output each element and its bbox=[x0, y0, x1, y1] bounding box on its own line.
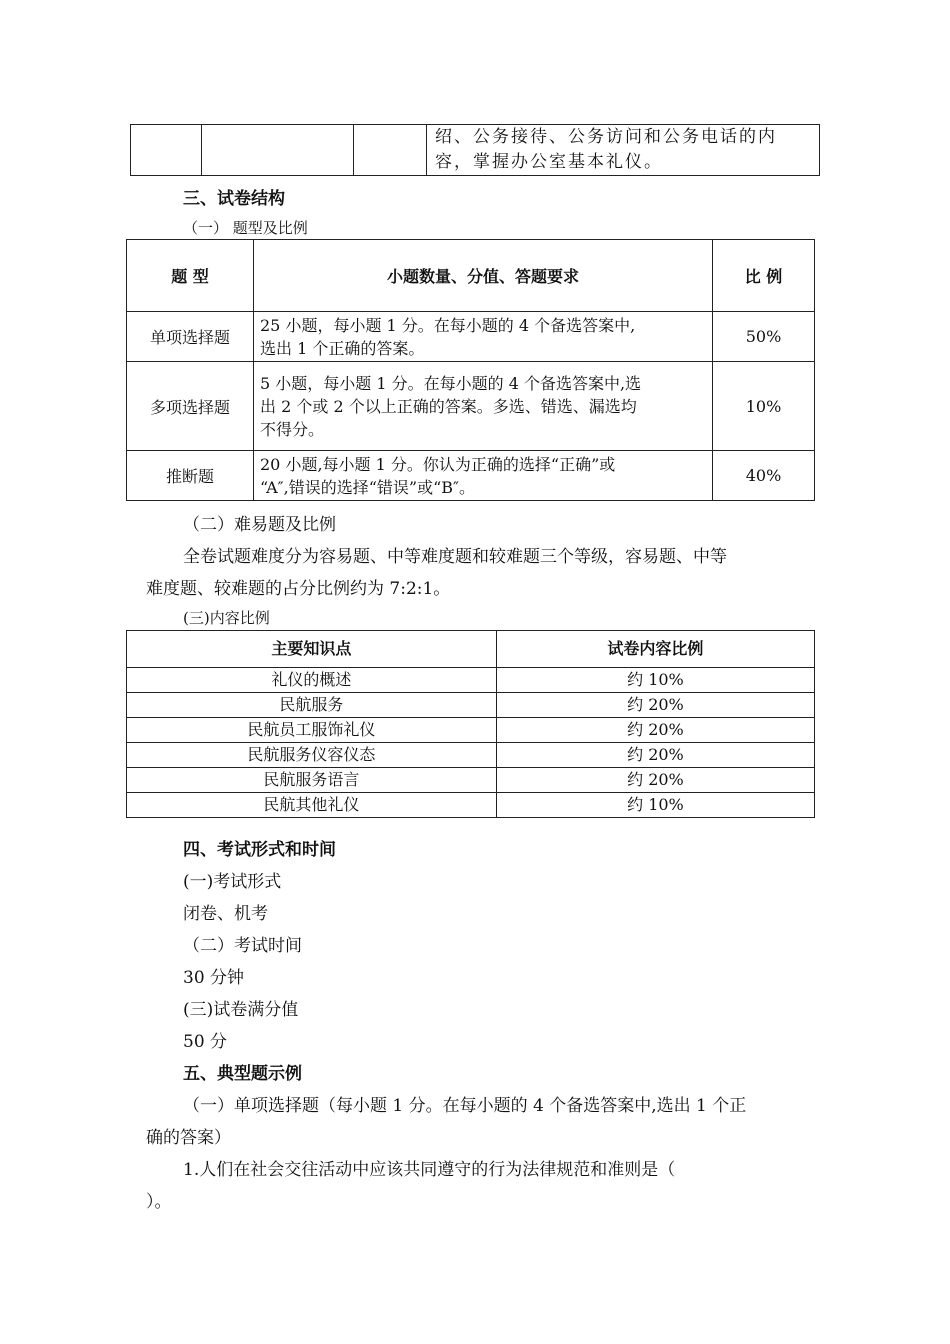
knowledge-cell: 民航服务 bbox=[127, 693, 497, 718]
section5-title: 五、典型题示例 bbox=[183, 1064, 302, 1084]
requirement-line: 绍、公务接待、公务访问和公务电话的内 bbox=[435, 127, 777, 147]
table-row bbox=[127, 793, 815, 818]
requirement-line: “A″,错误的选择“错误”或“B″。 bbox=[260, 477, 476, 497]
type-cell: 推断题 bbox=[127, 451, 254, 501]
section3-sub3: (三)内容比例 bbox=[183, 609, 270, 627]
requirement-line: 出 2 个或 2 个以上正确的答案。多选、错选、漏选均 bbox=[260, 396, 637, 416]
table-row bbox=[127, 668, 815, 693]
question-1-line: 1.人们在社会交往活动中应该共同遵守的行为法律规范和准则是（ bbox=[183, 1160, 676, 1180]
knowledge-cell: 民航员工服饰礼仪 bbox=[127, 718, 497, 743]
ratio-cell: 10% bbox=[713, 362, 815, 451]
difficulty-paragraph-line: 难度题、较难题的占分比例约为 7:2:1。 bbox=[146, 579, 451, 599]
table-row bbox=[127, 362, 815, 451]
header-knowledge: 主要知识点 bbox=[127, 631, 497, 668]
table-row bbox=[127, 768, 815, 793]
section4-item: 闭卷、机考 bbox=[183, 904, 268, 924]
ratio-cell: 约 10% bbox=[496, 793, 814, 818]
section4-item: 30 分钟 bbox=[183, 968, 245, 988]
header-type: 题 型 bbox=[127, 240, 254, 312]
type-cell: 单项选择题 bbox=[127, 312, 254, 362]
ratio-cell: 40% bbox=[713, 451, 815, 501]
content-ratio-table bbox=[126, 630, 815, 818]
knowledge-cell: 礼仪的概述 bbox=[127, 668, 497, 693]
table-row bbox=[127, 693, 815, 718]
requirement-line: 25 小题，每小题 1 分。在每小题的 4 个备选答案中, bbox=[260, 315, 636, 335]
knowledge-cell: 民航其他礼仪 bbox=[127, 793, 497, 818]
difficulty-paragraph-line: 全卷试题难度分为容易题、中等难度题和较难题三个等级，容易题、中等 bbox=[183, 547, 727, 567]
requirement-cell bbox=[254, 312, 713, 362]
section4-item: 50 分 bbox=[183, 1032, 228, 1052]
question-1-line: ）。 bbox=[146, 1192, 172, 1212]
section4-title: 四、考试形式和时间 bbox=[183, 840, 336, 860]
header-requirements: 小题数量、分值、答题要求 bbox=[254, 240, 713, 312]
section3-sub1: （一） 题型及比例 bbox=[183, 219, 308, 237]
section4-item: （二）考试时间 bbox=[183, 936, 302, 956]
ratio-cell: 约 20% bbox=[496, 768, 814, 793]
empty-cell bbox=[202, 125, 354, 176]
requirement-line: 20 小题,每小题 1 分。你认为正确的选择“正确”或 bbox=[260, 454, 616, 474]
knowledge-cell: 民航服务仪容仪态 bbox=[127, 743, 497, 768]
section4-item: (一)考试形式 bbox=[183, 872, 282, 892]
section5-sub1-line: （一）单项选择题（每小题 1 分。在每小题的 4 个备选答案中,选出 1 个正 bbox=[183, 1096, 747, 1116]
ratio-cell: 约 10% bbox=[496, 668, 814, 693]
section5-sub1-line: 确的答案） bbox=[146, 1128, 231, 1148]
table-row bbox=[127, 718, 815, 743]
ratio-cell: 约 20% bbox=[496, 718, 814, 743]
requirement-line: 选出 1 个正确的答案。 bbox=[260, 338, 425, 358]
empty-cell bbox=[131, 125, 202, 176]
type-cell: 多项选择题 bbox=[127, 362, 254, 451]
section4-item: (三)试卷满分值 bbox=[183, 1000, 299, 1020]
ratio-cell: 50% bbox=[713, 312, 815, 362]
requirement-line: 容，掌握办公室基本礼仪。 bbox=[435, 152, 663, 172]
knowledge-cell: 民航服务语言 bbox=[127, 768, 497, 793]
table-row bbox=[127, 743, 815, 768]
table-row bbox=[127, 312, 815, 362]
table-row bbox=[127, 451, 815, 501]
requirement-line: 5 小题，每小题 1 分。在每小题的 4 个备选答案中,选 bbox=[260, 373, 642, 393]
section3-sub2: （二）难易题及比例 bbox=[183, 515, 336, 535]
header-content-ratio: 试卷内容比例 bbox=[496, 631, 814, 668]
requirement-cell bbox=[427, 125, 820, 176]
header-ratio: 比 例 bbox=[713, 240, 815, 312]
requirement-cell bbox=[254, 451, 713, 501]
empty-cell bbox=[354, 125, 427, 176]
requirement-cell bbox=[254, 362, 713, 451]
ratio-cell: 约 20% bbox=[496, 743, 814, 768]
section3-title: 三、试卷结构 bbox=[183, 189, 285, 209]
question-type-table bbox=[126, 239, 815, 501]
continuation-table bbox=[130, 124, 820, 176]
ratio-cell: 约 20% bbox=[496, 693, 814, 718]
requirement-line: 不得分。 bbox=[260, 419, 325, 439]
